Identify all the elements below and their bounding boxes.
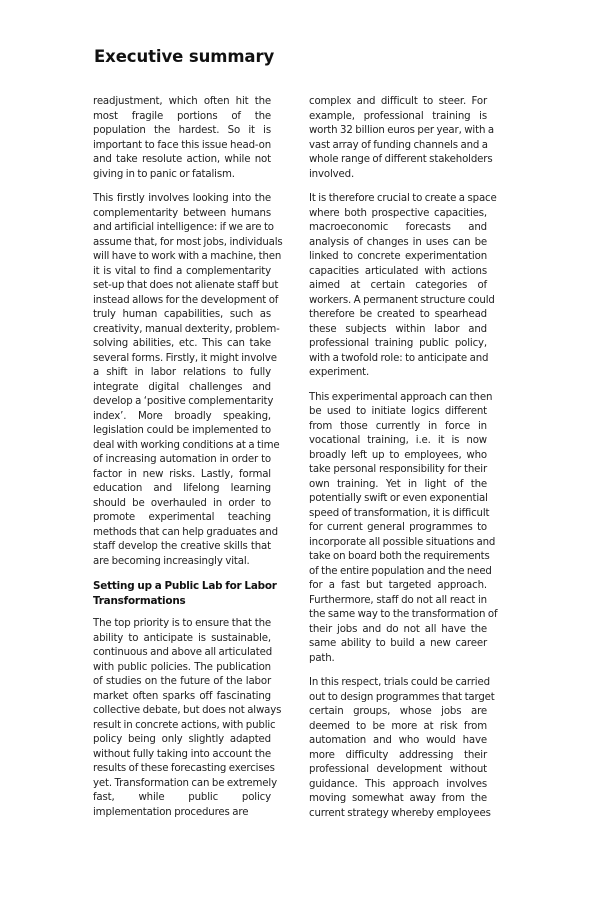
text-line: staff develop the creative skills that (93, 541, 271, 552)
text-line: results of these forecasting exercises (93, 763, 275, 774)
text-line: of the entire population and the need (309, 565, 492, 577)
text-line: instead allows for the development of (93, 294, 279, 306)
text-line: market often sparks off fascinating (93, 690, 271, 702)
text-line: the same way to the transformation of (309, 609, 498, 620)
text-line: index’. More broadly speaking, (93, 410, 271, 422)
text-line: implementation procedures are (93, 806, 249, 818)
text-line: In this respect, trials could be carried (309, 677, 490, 688)
text-line: population the hardest. So it is (93, 125, 271, 136)
text-line: of increasing automation in order to (93, 454, 271, 465)
text-line: path. (309, 652, 335, 664)
text-line: therefore be created to spearhead (309, 309, 487, 320)
text-line: analysis of changes in uses can be (309, 236, 487, 248)
text-line: result in concrete actions, with public (93, 719, 276, 731)
page-title: Executive summary (94, 47, 275, 66)
text-line: legislation could be implemented to (93, 425, 271, 436)
text-line: out to design programmes that target (309, 691, 495, 703)
text-line: and take resolute action, while not (93, 154, 271, 165)
text-line: where both prospective capacities, (309, 207, 487, 219)
text-line: for current general programmes to (309, 522, 487, 533)
text-line: whole range of different stakeholders (309, 154, 493, 165)
text-line: of studies on the future of the labor (93, 676, 271, 687)
text-line: policy being only slightly adapted (93, 734, 271, 745)
text-line: from those currently in force in (309, 420, 487, 432)
text-line: assume that, for most jobs, individuals (93, 236, 283, 248)
text-line: linked to concrete experimentation (309, 251, 487, 262)
section-heading (93, 579, 277, 608)
paragraph (309, 95, 494, 182)
text-line: take on board both the requirements (309, 551, 490, 562)
text-line: important to face this issue head-on (93, 139, 271, 151)
text-line: factor in new risks. Lastly, formal (93, 468, 271, 480)
text-line: these subjects within labor and (309, 323, 487, 335)
text-line: yet. Transformation can be extremely (93, 777, 277, 789)
text-line: certain groups, whose jobs are (309, 706, 487, 717)
text-line: moving somewhat away from the (309, 793, 487, 804)
heading-line: Setting up a Public Lab for Labor (93, 580, 277, 592)
text-line: experiment. (309, 367, 370, 378)
text-line: ability to anticipate is sustainable, (93, 632, 271, 644)
paragraph (309, 391, 498, 667)
text-line: Furthermore, staff do not all react in (309, 594, 487, 606)
text-line: are becoming increasingly vital. (93, 555, 250, 567)
text-line: potentially swift or even exponential (309, 493, 488, 504)
text-line: aimed at certain categories of (309, 280, 487, 291)
text-line: deemed to be more at risk from (309, 720, 487, 732)
text-line: professional development without (309, 764, 487, 775)
paragraph (93, 95, 271, 182)
text-line: solving abilities, etc. This can take (93, 338, 271, 349)
paragraph (309, 192, 497, 381)
text-line: most fragile portions of the (93, 110, 271, 122)
text-line: continuous and above all articulated (93, 647, 273, 658)
text-line: readjustment, which often hit the (93, 96, 271, 107)
text-line: worth 32 billion euros per year, with a (309, 125, 494, 136)
text-line: deal with working conditions at a time (93, 439, 280, 451)
text-line: several forms. Firstly, it might involve (93, 352, 277, 364)
text-line: without fully taking into account the (93, 748, 271, 760)
heading-line: Transformations (93, 594, 186, 607)
paragraph (93, 192, 283, 569)
text-line: This experimental approach can then (309, 391, 493, 403)
text-line: with public policies. The publication (93, 661, 271, 673)
text-line: will have to work with a machine, then (93, 251, 282, 262)
text-line: automation and who would have (309, 735, 487, 746)
text-line: current strategy whereby employees (309, 807, 491, 819)
text-line: professional training public policy, (309, 338, 487, 349)
text-line: same ability to build a new career (309, 638, 487, 649)
text-line: involved. (309, 168, 355, 180)
text-line: and artificial intelligence: if we are to (93, 222, 274, 233)
text-line: collective debate, but does not always (93, 705, 282, 716)
text-line: giving in to panic or fatalism. (93, 168, 235, 180)
text-line: be used to initiate logics different (309, 406, 487, 417)
text-line: take personal responsibility for their (309, 464, 487, 475)
text-line: The top priority is to ensure that the (93, 618, 271, 629)
text-line: own training. Yet in light of the (309, 478, 487, 490)
left-column (93, 95, 283, 830)
paragraph (93, 617, 282, 820)
text-line: develop a ‘positive complementarity (93, 396, 274, 407)
right-column (309, 95, 498, 831)
text-line: education and lifelong learning (93, 483, 271, 494)
text-line: a shift in labor relations to fully (93, 367, 271, 378)
text-line: methods that can help graduates and (93, 526, 278, 538)
text-line: it is vital to find a complementarity (93, 265, 271, 277)
text-line: incorporate all possible situations and (309, 536, 496, 548)
text-line: macroeconomic forecasts and (309, 222, 487, 233)
text-line: for a fast but targeted approach. (309, 580, 487, 591)
text-line: It is therefore crucial to create a space (309, 193, 497, 204)
text-line: truly human capabilities, such as (93, 309, 271, 320)
text-line: with a twofold role: to anticipate and (309, 352, 489, 364)
paragraph (309, 676, 495, 821)
text-line: promote experimental teaching (93, 512, 271, 523)
text-line: capacities articulated with actions (309, 265, 487, 277)
text-line: vast array of funding channels and a (309, 139, 488, 151)
text-line: more difficulty addressing their (309, 749, 487, 761)
text-line: their jobs and do not all have the (309, 623, 487, 635)
text-line: integrate digital challenges and (93, 381, 271, 393)
text-line: vocational training, i.e. it is now (309, 435, 487, 446)
text-line: workers. A permanent structure could (309, 294, 495, 306)
text-line: should be overhauled in order to (93, 497, 271, 509)
text-line: example, professional training is (309, 110, 487, 122)
text-line: speed of transformation, it is difficult (309, 507, 490, 519)
text-line: guidance. This approach involves (309, 778, 487, 790)
text-line: fast, while public policy (93, 792, 271, 803)
text-line: This firstly involves looking into the (93, 193, 271, 204)
text-line: creativity, manual dexterity, problem- (93, 323, 280, 335)
text-line: set-up that does not alienate staff but (93, 280, 279, 291)
text-line: complex and difficult to steer. For (309, 96, 487, 107)
text-line: complementarity between humans (93, 207, 271, 219)
text-line: broadly left up to employees, who (309, 449, 487, 461)
